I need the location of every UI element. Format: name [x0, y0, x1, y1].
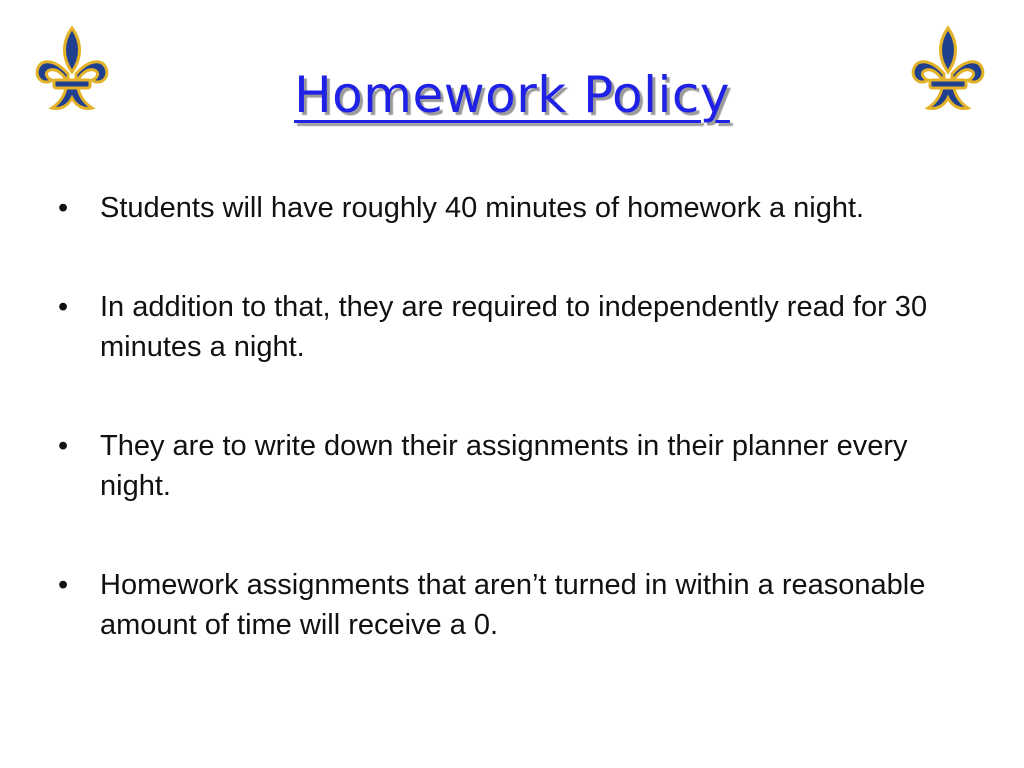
slide-title: Homework Policy	[294, 66, 730, 124]
bullet-text: They are to write down their assignments in their planner every night.	[100, 430, 908, 502]
bullet-marker: •	[58, 192, 69, 224]
bullet-text: Homework assignments that aren’t turned in within a reasonable amount of time will receive a 0.	[100, 569, 926, 641]
bullet-list	[58, 188, 978, 704]
bullet-marker: •	[58, 291, 69, 323]
bullet-marker: •	[58, 569, 69, 601]
bullet-item	[58, 287, 978, 367]
bullet-item	[58, 565, 978, 645]
bullet-text: Students will have roughly 40 minutes of homework a night.	[100, 192, 865, 224]
bullet-marker: •	[58, 430, 69, 462]
bullet-text: In addition to that, they are required to independently read for 30 minutes a night.	[100, 291, 928, 363]
bullet-item	[58, 426, 978, 506]
bullet-item	[58, 188, 978, 228]
